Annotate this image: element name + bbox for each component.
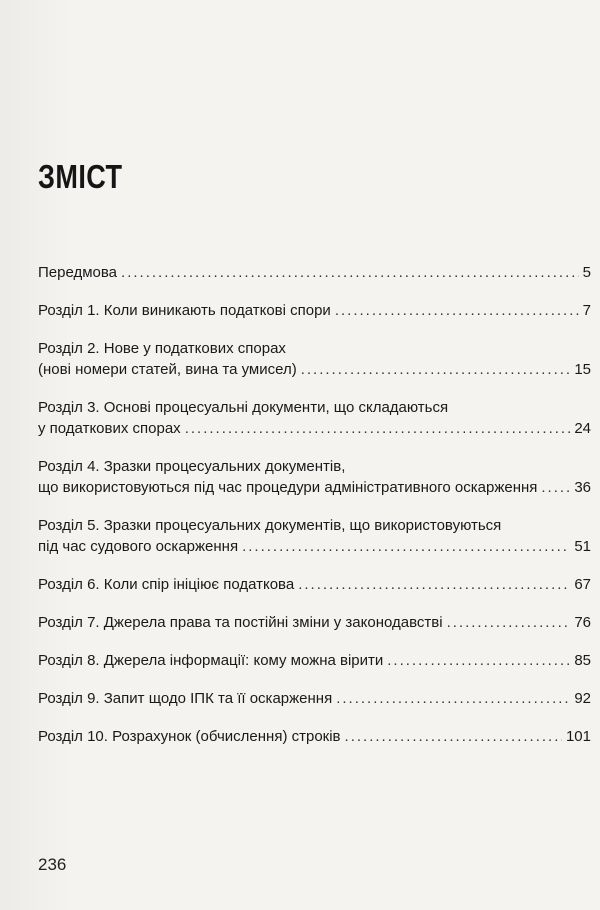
toc-entry-line	[38, 688, 591, 709]
toc-entry-line	[38, 574, 591, 595]
toc-page-number: 51	[574, 538, 591, 555]
toc-entry-line	[38, 726, 591, 747]
toc-entry-line	[38, 536, 591, 557]
toc-entry-title-continued: під час судового оскарження	[38, 538, 239, 555]
toc-entry-title: Розділ 3. Основі процесуальні документи, що складаються	[38, 399, 449, 416]
toc-entry-line	[38, 612, 591, 633]
dot-leader	[298, 574, 570, 595]
toc-entry-title: Розділ 10. Розрахунок (обчислення) строків	[38, 728, 341, 745]
toc-page-number: 76	[574, 614, 591, 631]
dot-leader	[387, 650, 570, 671]
toc-entry-line	[38, 477, 591, 498]
dot-leader	[121, 262, 579, 283]
table-of-contents	[38, 262, 591, 764]
toc-entry-title: Розділ 7. Джерела права та постійні зміни у законодавстві	[38, 614, 443, 631]
toc-entry-title: Розділ 5. Зразки процесуальних документів, що використовуються	[38, 517, 502, 534]
toc-entry	[38, 338, 591, 380]
dot-leader	[336, 688, 570, 709]
toc-page-number: 85	[574, 652, 591, 669]
toc-entry-line	[38, 300, 591, 321]
dot-leader	[301, 359, 571, 380]
toc-entry	[38, 688, 591, 709]
toc-entry	[38, 456, 591, 498]
toc-entry-title-continued: у податкових спорах	[38, 420, 181, 437]
toc-page-number: 36	[574, 479, 591, 496]
toc-entry	[38, 397, 591, 439]
toc-page-number: 7	[582, 302, 591, 319]
toc-entry-line	[38, 418, 591, 439]
toc-entry-title: Розділ 1. Коли виникають податкові спори	[38, 302, 331, 319]
dot-leader	[447, 612, 571, 633]
page-number: 236	[38, 855, 67, 874]
toc-entry-line	[38, 650, 591, 671]
toc-page-number: 24	[574, 420, 591, 437]
dot-leader	[242, 536, 570, 557]
toc-entry	[38, 612, 591, 633]
toc-entry	[38, 262, 591, 283]
toc-entry-line	[38, 359, 591, 380]
toc-entry	[38, 515, 591, 557]
toc-page-number: 101	[565, 728, 591, 745]
toc-page-number: 92	[574, 690, 591, 707]
toc-entry	[38, 300, 591, 321]
toc-entry	[38, 726, 591, 747]
toc-entry-title: Розділ 4. Зразки процесуальних документів,	[38, 458, 346, 475]
toc-entry	[38, 650, 591, 671]
toc-entry	[38, 574, 591, 595]
toc-entry-title: Розділ 2. Нове у податкових спорах	[38, 340, 286, 357]
toc-entry-title-continued: (нові номери статей, вина та умисел)	[38, 361, 297, 378]
toc-page-number: 67	[574, 576, 591, 593]
toc-entry-line	[38, 262, 591, 283]
toc-entry-title-continued: що використовуються під час процедури адміністративного оскарження	[38, 479, 538, 496]
toc-entry-title: Розділ 6. Коли спір ініціює податкова	[38, 576, 295, 593]
dot-leader	[335, 300, 579, 321]
dot-leader	[541, 477, 570, 498]
page-title: ЗМІСТ	[38, 158, 123, 195]
toc-entry-title: Передмова	[38, 264, 118, 281]
toc-page-number: 15	[574, 361, 591, 378]
dot-leader	[345, 726, 562, 747]
toc-entry-title: Розділ 8. Джерела інформації: кому можна вірити	[38, 652, 384, 669]
dot-leader	[185, 418, 571, 439]
toc-page-number: 5	[582, 264, 591, 281]
toc-entry-title: Розділ 9. Запит щодо ІПК та її оскарження	[38, 690, 333, 707]
